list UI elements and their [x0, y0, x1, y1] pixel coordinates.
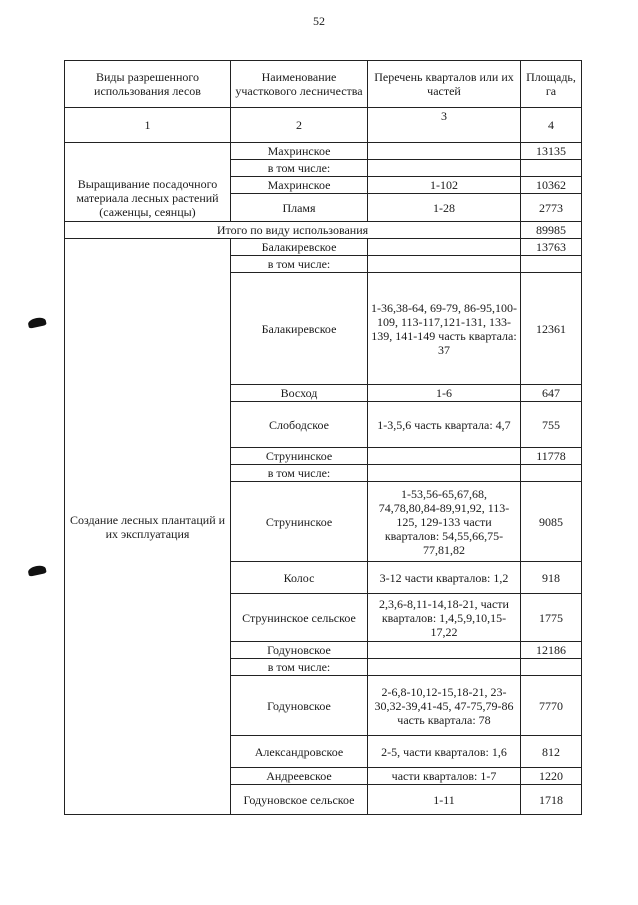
total-area: 89985 [521, 222, 582, 239]
col-number: 3 [368, 108, 521, 143]
forestry-cell: Струнинское сельское [231, 594, 368, 642]
forestry-cell: Махринское [231, 177, 368, 194]
quarters-cell: 2,3,6-8,11-14,18-21, части кварталов: 1,4,5,9,10,15-17,22 [368, 594, 521, 642]
header-area: Площадь, га [521, 61, 582, 108]
forestry-cell: Колос [231, 562, 368, 594]
header-quarters: Перечень кварталов или их частей [368, 61, 521, 108]
table-row [65, 239, 582, 256]
forestry-cell: Годуновское сельское [231, 785, 368, 815]
area-cell: 10362 [521, 177, 582, 194]
forestry-cell: Александровское [231, 736, 368, 768]
quarters-cell: 1-53,56-65,67,68, 74,78,80,84-89,91,92, 113-125, 129-133 части кварталов: 54,55,66,75-77,81,82 [368, 482, 521, 562]
area-cell: 755 [521, 402, 582, 448]
quarters-cell [368, 642, 521, 659]
quarters-cell: 1-28 [368, 194, 521, 222]
quarters-cell [368, 160, 521, 177]
area-cell: 7770 [521, 676, 582, 736]
total-label: Итого по виду использования [65, 222, 521, 239]
quarters-cell: 2-6,8-10,12-15,18-21, 23-30,32-39,41-45, 47-75,79-86 часть квартала: 78 [368, 676, 521, 736]
area-cell: 13135 [521, 143, 582, 160]
area-cell: 9085 [521, 482, 582, 562]
area-cell: 2773 [521, 194, 582, 222]
area-cell: 1718 [521, 785, 582, 815]
use-type-cell: Создание лесных плантаций и их эксплуатация [65, 239, 231, 815]
forestry-cell: Годуновское [231, 676, 368, 736]
forestry-cell: Слободское [231, 402, 368, 448]
forestry-cell: Годуновское [231, 642, 368, 659]
scan-mark-bottom [27, 564, 46, 577]
area-cell: 812 [521, 736, 582, 768]
quarters-cell: 3-12 части кварталов: 1,2 [368, 562, 521, 594]
quarters-cell: 1-6 [368, 385, 521, 402]
quarters-cell: 1-11 [368, 785, 521, 815]
quarters-cell: части кварталов: 1-7 [368, 768, 521, 785]
header-row [65, 61, 582, 108]
scan-mark-top [27, 316, 46, 329]
quarters-cell: 1-102 [368, 177, 521, 194]
area-cell: 12186 [521, 642, 582, 659]
header-forestry: Наименование участкового лесничества [231, 61, 368, 108]
forestry-cell: Андреевское [231, 768, 368, 785]
area-cell: 11778 [521, 448, 582, 465]
col-number: 2 [231, 108, 368, 143]
quarters-cell [368, 143, 521, 160]
area-cell: 1775 [521, 594, 582, 642]
forestry-cell: в том числе: [231, 160, 368, 177]
area-cell [521, 256, 582, 273]
forestry-cell: в том числе: [231, 256, 368, 273]
col-number: 4 [521, 108, 582, 143]
quarters-cell [368, 659, 521, 676]
forestry-cell: в том числе: [231, 465, 368, 482]
area-cell: 12361 [521, 273, 582, 385]
forestry-cell: Восход [231, 385, 368, 402]
forestry-cell: Струнинское [231, 482, 368, 562]
quarters-cell [368, 448, 521, 465]
quarters-cell: 1-3,5,6 часть квартала: 4,7 [368, 402, 521, 448]
total-row [65, 222, 582, 239]
table-row [65, 143, 582, 160]
area-cell [521, 465, 582, 482]
quarters-cell [368, 256, 521, 273]
forest-use-table [64, 60, 582, 815]
forestry-cell: Струнинское [231, 448, 368, 465]
quarters-cell [368, 239, 521, 256]
col-number: 1 [65, 108, 231, 143]
area-cell [521, 659, 582, 676]
area-cell: 918 [521, 562, 582, 594]
forestry-cell: Пламя [231, 194, 368, 222]
forestry-cell: Махринское [231, 143, 368, 160]
forestry-cell: Балакиревское [231, 273, 368, 385]
quarters-cell [368, 465, 521, 482]
quarters-cell: 1-36,38-64, 69-79, 86-95,100-109, 113-117,121-131, 133-139, 141-149 часть квартала: 37 [368, 273, 521, 385]
numbering-row [65, 108, 582, 143]
area-cell: 647 [521, 385, 582, 402]
use-type-cell: Выращивание посадочного материала лесных растений (саженцы, сеянцы) [65, 143, 231, 222]
quarters-cell: 2-5, части кварталов: 1,6 [368, 736, 521, 768]
header-use-type: Виды разрешенного использования лесов [65, 61, 231, 108]
page-number: 52 [313, 14, 325, 28]
forestry-cell: Балакиревское [231, 239, 368, 256]
forestry-cell: в том числе: [231, 659, 368, 676]
area-cell [521, 160, 582, 177]
area-cell: 1220 [521, 768, 582, 785]
area-cell: 13763 [521, 239, 582, 256]
